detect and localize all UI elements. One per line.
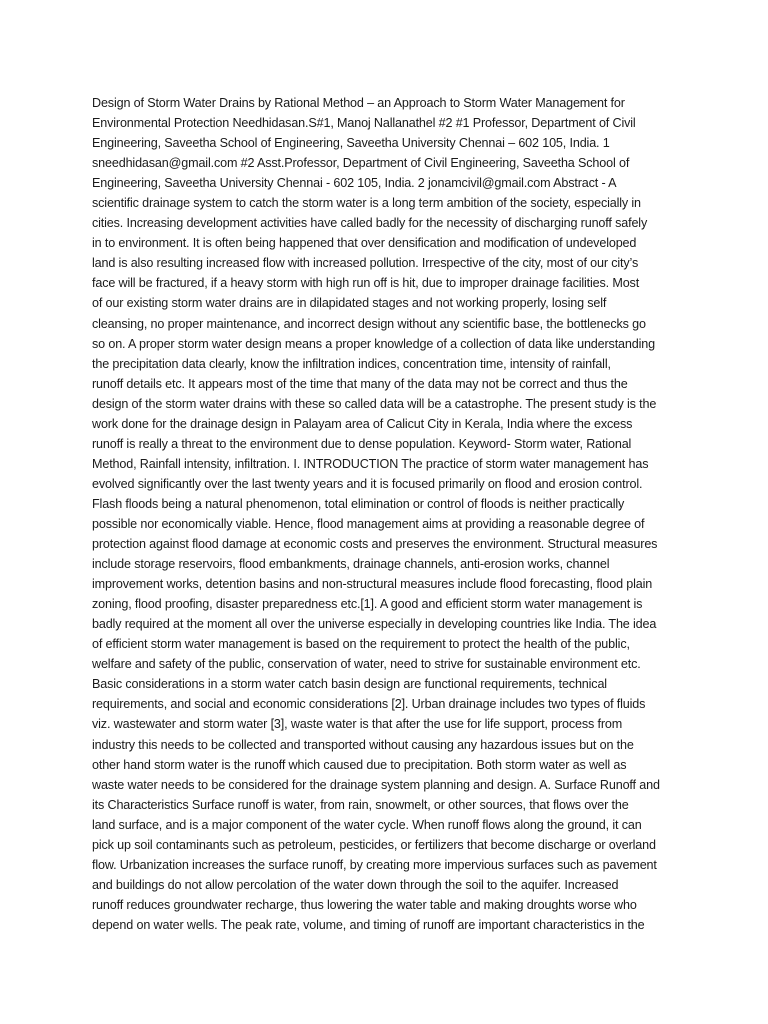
- text-line: cities. Increasing development activities have called badly for the necessity of discharging runoff safely: [92, 216, 648, 231]
- text-line: industry this needs to be collected and transported without causing any hazardous issues but on the: [92, 737, 634, 752]
- text-line: badly required at the moment all over the universe especially in developing countries like India. The idea: [92, 617, 657, 632]
- text-line: Engineering, Saveetha School of Engineering, Saveetha University Chennai – 602 105, India. 1: [92, 136, 610, 151]
- text-line: the precipitation data clearly, know the infiltration indices, concentration time, intensity of rainfall,: [92, 356, 611, 371]
- text-line: possible nor economically viable. Hence, flood management aims at providing a reasonable degree of: [92, 516, 645, 531]
- text-line: improvement works, detention basins and non-structural measures include flood forecasting, flood plain: [92, 577, 653, 592]
- text-line: of efficient storm water management is based on the requirement to protect the health of the public,: [92, 637, 630, 652]
- text-line: Design of Storm Water Drains by Rational Method – an Approach to Storm Water Management for: [92, 96, 625, 110]
- text-line: work done for the drainage design in Palayam area of Calicut City in Kerala, India where the excess: [92, 416, 633, 431]
- text-line: cleansing, no proper maintenance, and incorrect design without any scientific base, the bottlenecks go: [92, 316, 646, 331]
- text-line: land is also resulting increased flow with increased pollution. Irrespective of the city, most of our city’s: [92, 256, 639, 271]
- text-line: its Characteristics Surface runoff is water, from rain, snowmelt, or other sources, that flows over the: [92, 797, 629, 812]
- text-line: flow. Urbanization increases the surface runoff, by creating more impervious surfaces such as pavement: [92, 857, 657, 872]
- text-line: face will be fractured, if a heavy storm with high run off is hit, due to improper drainage facilities. Most: [92, 276, 640, 291]
- text-line: protection against flood damage at economic costs and preserves the environment. Structural measures: [92, 537, 658, 552]
- text-line: Method, Rainfall intensity, infiltration. I. INTRODUCTION The practice of storm water management has: [92, 456, 649, 471]
- text-line: Environmental Protection Needhidasan.S#1, Manoj Nallanathel #2 #1 Professor, Department of Civil: [92, 116, 636, 131]
- text-line: zoning, flood proofing, disaster preparedness etc.[1]. A good and efficient storm water management is: [92, 597, 643, 612]
- text-line: runoff reduces groundwater recharge, thus lowering the water table and making droughts worse who: [92, 897, 637, 912]
- text-line: Flash floods being a natural phenomenon, total elimination or control of floods is neither practically: [92, 496, 625, 511]
- text-line: and buildings do not allow percolation of the water down through the soil to the aquifer. Increased: [92, 877, 619, 892]
- text-line: so on. A proper storm water design means a proper knowledge of a collection of data like understanding: [92, 336, 655, 351]
- text-line: include storage reservoirs, flood embankments, drainage channels, anti-erosion works, channel: [92, 557, 610, 572]
- text-line: other hand storm water is the runoff which caused due to precipitation. Both storm water as well as: [92, 757, 627, 772]
- text-line: evolved significantly over the last twenty years and it is focused primarily on flood and erosion control.: [92, 476, 643, 491]
- text-line: design of the storm water drains with these so called data will be a catastrophe. The present study is the: [92, 396, 657, 411]
- text-line: Engineering, Saveetha University Chennai - 602 105, India. 2 jonamcivil@gmail.com Abstract - A: [92, 176, 617, 191]
- text-line: sneedhidasan@gmail.com #2 Asst.Professor, Department of Civil Engineering, Saveetha School of: [92, 156, 630, 171]
- text-line: pick up soil contaminants such as petroleum, pesticides, or fertilizers that become discharge or overland: [92, 837, 656, 852]
- text-line: depend on water wells. The peak rate, volume, and timing of runoff are important characteristics in the: [92, 917, 645, 932]
- text-line: Basic considerations in a storm water catch basin design are functional requirements, technical: [92, 677, 607, 692]
- text-line: runoff details etc. It appears most of the time that many of the data may not be correct and thus the: [92, 376, 628, 391]
- text-line: runoff is really a threat to the environment due to dense population. Keyword- Storm water, Rational: [92, 436, 632, 451]
- text-line: of our existing storm water drains are in dilapidated stages and not working properly, losing self: [92, 296, 607, 311]
- text-line: viz. wastewater and storm water [3], waste water is that after the use for life support, process from: [92, 717, 623, 732]
- text-line: requirements, and social and economic considerations [2]. Urban drainage includes two types of fluids: [92, 697, 646, 712]
- text-line: in to environment. It is often being happened that over densification and modification of undeveloped: [92, 236, 637, 251]
- text-line: welfare and safety of the public, conservation of water, need to strive for sustainable environment etc.: [92, 657, 641, 672]
- text-line: land surface, and is a major component of the water cycle. When runoff flows along the ground, it can: [92, 817, 642, 832]
- document-body: [92, 93, 676, 935]
- text-line: waste water needs to be considered for the drainage system planning and design. A. Surface Runoff and: [92, 777, 660, 792]
- text-line: scientific drainage system to catch the storm water is a long term ambition of the society, especially in: [92, 196, 641, 211]
